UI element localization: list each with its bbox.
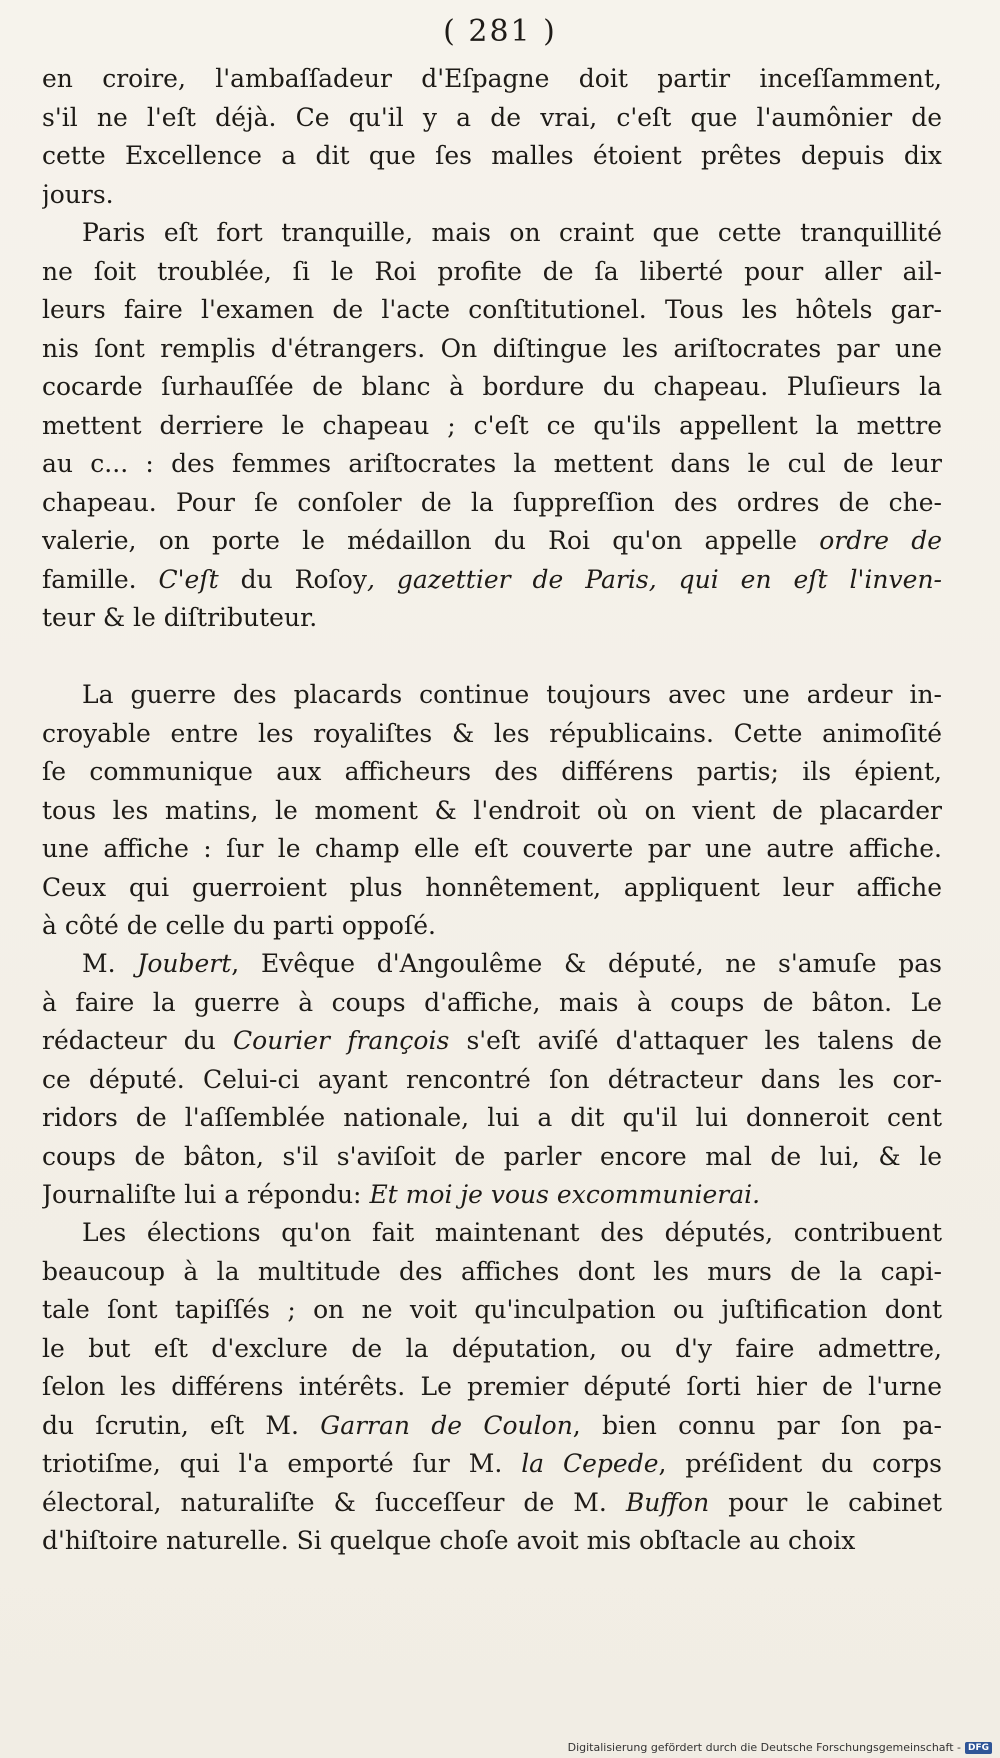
text-line: [42, 1407, 942, 1446]
text-line: [42, 1022, 942, 1061]
text-run: tous les matins, le moment & l'endroit où on vient de placarder: [42, 795, 942, 825]
text-run: valerie, on porte le médaillon du Roi qu'on appelle: [42, 526, 820, 555]
text-line: [42, 753, 942, 792]
italic-text: C'eſt: [136, 564, 241, 594]
paragraph-paris: [42, 214, 942, 638]
text-run: Ceux qui guerroient plus honnêtement, appliquent leur affiche: [42, 872, 942, 902]
text-run: leurs faire l'examen de l'acte conſtitutionel. Tous les hôtels gar-: [42, 295, 942, 324]
text-line: [42, 1291, 942, 1330]
text-run: mettent derriere le chapeau ; c'eſt ce qu'ils appellent la mettre: [42, 410, 942, 440]
text-line: [42, 60, 942, 99]
text-run: une affiche : ſur le champ elle eſt couverte par une autre affiche.: [42, 834, 942, 863]
text-line: [42, 1061, 942, 1100]
text-line: [42, 1099, 942, 1138]
text-run: du Roſoy: [240, 564, 367, 594]
text-line: [42, 99, 942, 138]
text-line: [42, 522, 942, 561]
text-run: le but eſt d'exclure de la députation, ou d'y faire admettre,: [42, 1333, 942, 1363]
italic-text: ordre de: [819, 526, 942, 555]
text-run: , bien connu par ſon pa-: [572, 1410, 942, 1440]
digitization-credit: [568, 1741, 992, 1754]
text-run: Journaliſte lui a répondu:: [42, 1180, 370, 1209]
italic-text: Buffon: [625, 1487, 710, 1517]
dfg-logo: DFG: [965, 1742, 992, 1754]
text-line: [42, 1214, 942, 1253]
text-run: du ſcrutin, eſt M.: [42, 1410, 321, 1440]
text-run: nis ſont remplis d'étrangers. On diſtingue les ariſtocrates par une: [42, 333, 942, 363]
text-line: [42, 214, 942, 253]
text-run: M.: [82, 949, 138, 978]
text-line: [42, 599, 942, 638]
text-line: [42, 1138, 942, 1177]
italic-text: Courier françois: [233, 1026, 450, 1055]
text-run: au c... : des femmes ariſtocrates la mettent dans le cul de leur: [42, 449, 942, 478]
text-run: pour le cabinet: [709, 1487, 942, 1517]
paragraph-placards: [42, 676, 942, 946]
text-run: ce député. Celui-ci ayant rencontré ſon détracteur dans les cor-: [42, 1064, 942, 1094]
text-run: électoral, naturaliſte & ſucceſſeur de M.: [42, 1487, 626, 1517]
text-run: coups de bâton, s'il s'aviſoit de parler encore mal de lui, & le: [42, 1141, 942, 1171]
paragraph-continuation: [42, 60, 942, 214]
text-line: [42, 1445, 942, 1484]
text-line: [42, 330, 942, 369]
text-run: La guerre des placards continue toujours avec une ardeur in-: [82, 680, 942, 709]
text-line: [42, 368, 942, 407]
text-line: [42, 792, 942, 831]
text-run: teur & le diſtributeur.: [42, 603, 318, 632]
text-run: en croire, l'ambaſſadeur d'Eſpagne doit partir inceſſamment,: [42, 64, 942, 93]
credit-text: Digitalisierung gefördert durch die Deutsche Forschungsgemeinschaft -: [567, 1741, 961, 1754]
text-run: ridors de l'aſſemblée nationale, lui a dit qu'il lui donneroit cent: [42, 1103, 942, 1132]
text-run: rédacteur du: [42, 1026, 234, 1055]
text-line: [42, 1176, 942, 1215]
italic-text: , gazettier de Paris, qui en eſt l'inven-: [366, 564, 942, 594]
paragraph-elections: [42, 1214, 942, 1561]
text-run: , préſident du corps: [658, 1449, 942, 1478]
text-line: [42, 137, 942, 176]
text-line: [42, 253, 942, 292]
text-line: [42, 561, 942, 600]
text-line: [42, 869, 942, 908]
italic-text: Garran de Coulon: [320, 1410, 573, 1440]
text-line: [42, 445, 942, 484]
text-line: [42, 715, 942, 754]
text-line: [42, 407, 942, 446]
text-run: ne ſoit troublée, ſi le Roi profite de ſa liberté pour aller ail-: [42, 256, 942, 286]
text-line: [42, 676, 942, 715]
text-line: [42, 945, 942, 984]
text-run: d'hiſtoire naturelle. Si quelque choſe avoit mis obſtacle au choix: [42, 1526, 856, 1555]
text-line: [42, 484, 942, 523]
text-run: ſe communique aux afficheurs des différens partis; ils épient,: [42, 757, 942, 786]
text-run: à côté de celle du parti oppoſé.: [42, 911, 436, 940]
text-run: tale ſont tapiſſés ; on ne voit qu'inculpation ou juſtification dont: [42, 1295, 942, 1324]
italic-text: Et moi je vous excommunierai.: [369, 1180, 761, 1209]
text-line: [42, 984, 942, 1023]
page-number: ( 281 ): [443, 14, 557, 49]
paragraph-joubert: [42, 945, 942, 1215]
text-run: s'eſt aviſé d'attaquer les talens de: [449, 1026, 942, 1055]
text-run: , Evêque d'Angoulême & député, ne s'amuſe pas: [231, 949, 942, 978]
text-run: Les élections qu'on fait maintenant des députés, contribuent: [82, 1218, 942, 1247]
text-run: famille.: [42, 564, 137, 594]
text-line: [42, 176, 942, 215]
text-line: [42, 1253, 942, 1292]
text-run: à faire la guerre à coups d'affiche, mais à coups de bâton. Le: [42, 987, 942, 1017]
text-run: Paris eſt fort tranquille, mais on craint que cette tranquillité: [82, 218, 942, 247]
text-run: cocarde ſurhauſſée de blanc à bordure du chapeau. Pluſieurs la: [42, 372, 942, 401]
text-line: [42, 907, 942, 946]
text-run: beaucoup à la multitude des affiches dont les murs de la capi-: [42, 1256, 942, 1286]
text-line: [42, 1330, 942, 1369]
text-line: [42, 830, 942, 869]
text-line: [42, 291, 942, 330]
text-line: [42, 1368, 942, 1407]
text-run: croyable entre les royaliſtes & les républicains. Cette animoſité: [42, 718, 942, 748]
text-run: ſelon les différens intérêts. Le premier député ſorti hier de l'urne: [42, 1372, 942, 1401]
text-run: triotiſme, qui l'a emporté ſur M.: [42, 1449, 522, 1478]
text-run: chapeau. Pour ſe conſoler de la ſuppreſſion des ordres de che-: [42, 487, 942, 517]
text-run: cette Excellence a dit que ſes malles étoient prêtes depuis dix: [42, 141, 942, 170]
text-line: [42, 1522, 942, 1561]
text-run: s'il ne l'eſt déjà. Ce qu'il y a de vrai, c'eſt que l'aumônier de: [42, 102, 942, 132]
text-line: [42, 1484, 942, 1523]
italic-text: la Cepede: [521, 1449, 659, 1478]
text-run: jours.: [42, 179, 114, 209]
italic-text: Joubert: [137, 949, 232, 978]
